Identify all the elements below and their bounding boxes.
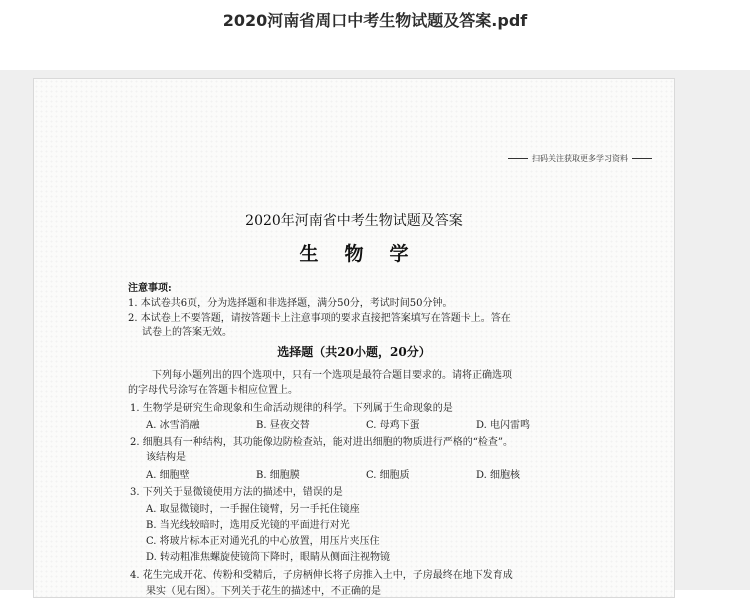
notice-title: 注意事项: xyxy=(128,283,172,294)
q3-option-d: D. 转动粗准焦螺旋使镜筒下降时，眼睛从侧面注视物镜 xyxy=(146,552,391,563)
question-2-line-1: 2. 细胞具有一种结构，其功能像边防检查站，能对进出细胞的物质进行严格的“检查”。 xyxy=(130,437,513,448)
q3-option-c: C. 将玻片标本正对通光孔的中心放置，用压片夹压住 xyxy=(146,536,380,547)
question-1: 1. 生物学是研究生命现象和生命活动规律的科学。下列属于生命现象的是 xyxy=(130,403,453,414)
q1-option-a: A. 冰雪消融 xyxy=(146,420,200,431)
pdf-page xyxy=(33,78,675,598)
question-3: 3. 下列关于显微镜使用方法的描述中，错误的是 xyxy=(130,487,343,498)
title-bar xyxy=(0,0,750,70)
section-title: 选择题（共20小题，20分） xyxy=(277,345,431,359)
scan-note xyxy=(504,153,656,164)
q2-option-b: B. 细胞膜 xyxy=(256,470,300,481)
document-viewer[interactable] xyxy=(0,70,750,597)
q1-option-d: D. 电闪雷鸣 xyxy=(476,420,531,431)
q1-option-b: B. 昼夜交替 xyxy=(256,420,310,431)
file-title: 2020河南省周口中考生物试题及答案.pdf xyxy=(222,11,528,30)
instruction-line-2: 的字母代号涂写在答题卡相应位置上。 xyxy=(128,385,298,396)
scan-note-text: 扫码关注获取更多学习资料 xyxy=(532,154,628,163)
notice-item-2-line-2: 试卷上的答案无效。 xyxy=(142,327,232,338)
instruction-line-1: 下列每小题列出的四个选项中，只有一个选项是最符合题目要求的。请将正确选项 xyxy=(152,370,512,381)
q2-option-a: A. 细胞壁 xyxy=(146,470,190,481)
q2-option-c: C. 细胞质 xyxy=(366,470,410,481)
subject-title: 生物学 xyxy=(299,243,435,265)
question-2-line-2: 该结构是 xyxy=(146,452,186,463)
q3-option-a: A. 取显微镜时，一手握住镜臂，另一手托住镜座 xyxy=(146,504,360,515)
q2-option-d: D. 细胞核 xyxy=(476,470,521,481)
q3-option-b: B. 当光线较暗时，选用反光镜的平面进行对光 xyxy=(146,520,350,531)
question-4-line-2: 果实（见右图）。下列关于花生的描述中，不正确的是 xyxy=(146,586,381,597)
document-heading: 2020年河南省中考生物试题及答案 xyxy=(245,213,463,229)
question-4-line-1: 4. 花生完成开花、传粉和受精后，子房柄伸长将子房推入土中，子房最终在地下发育成 xyxy=(130,570,513,581)
notice-item-1: 1. 本试卷共6页，分为选择题和非选择题，满分50分，考试时间50分钟。 xyxy=(128,298,453,309)
q1-option-c: C. 母鸡下蛋 xyxy=(366,420,420,431)
notice-item-2-line-1: 2. 本试卷上不要答题，请按答题卡上注意事项的要求直接把答案填写在答题卡上。答在 xyxy=(128,313,511,324)
